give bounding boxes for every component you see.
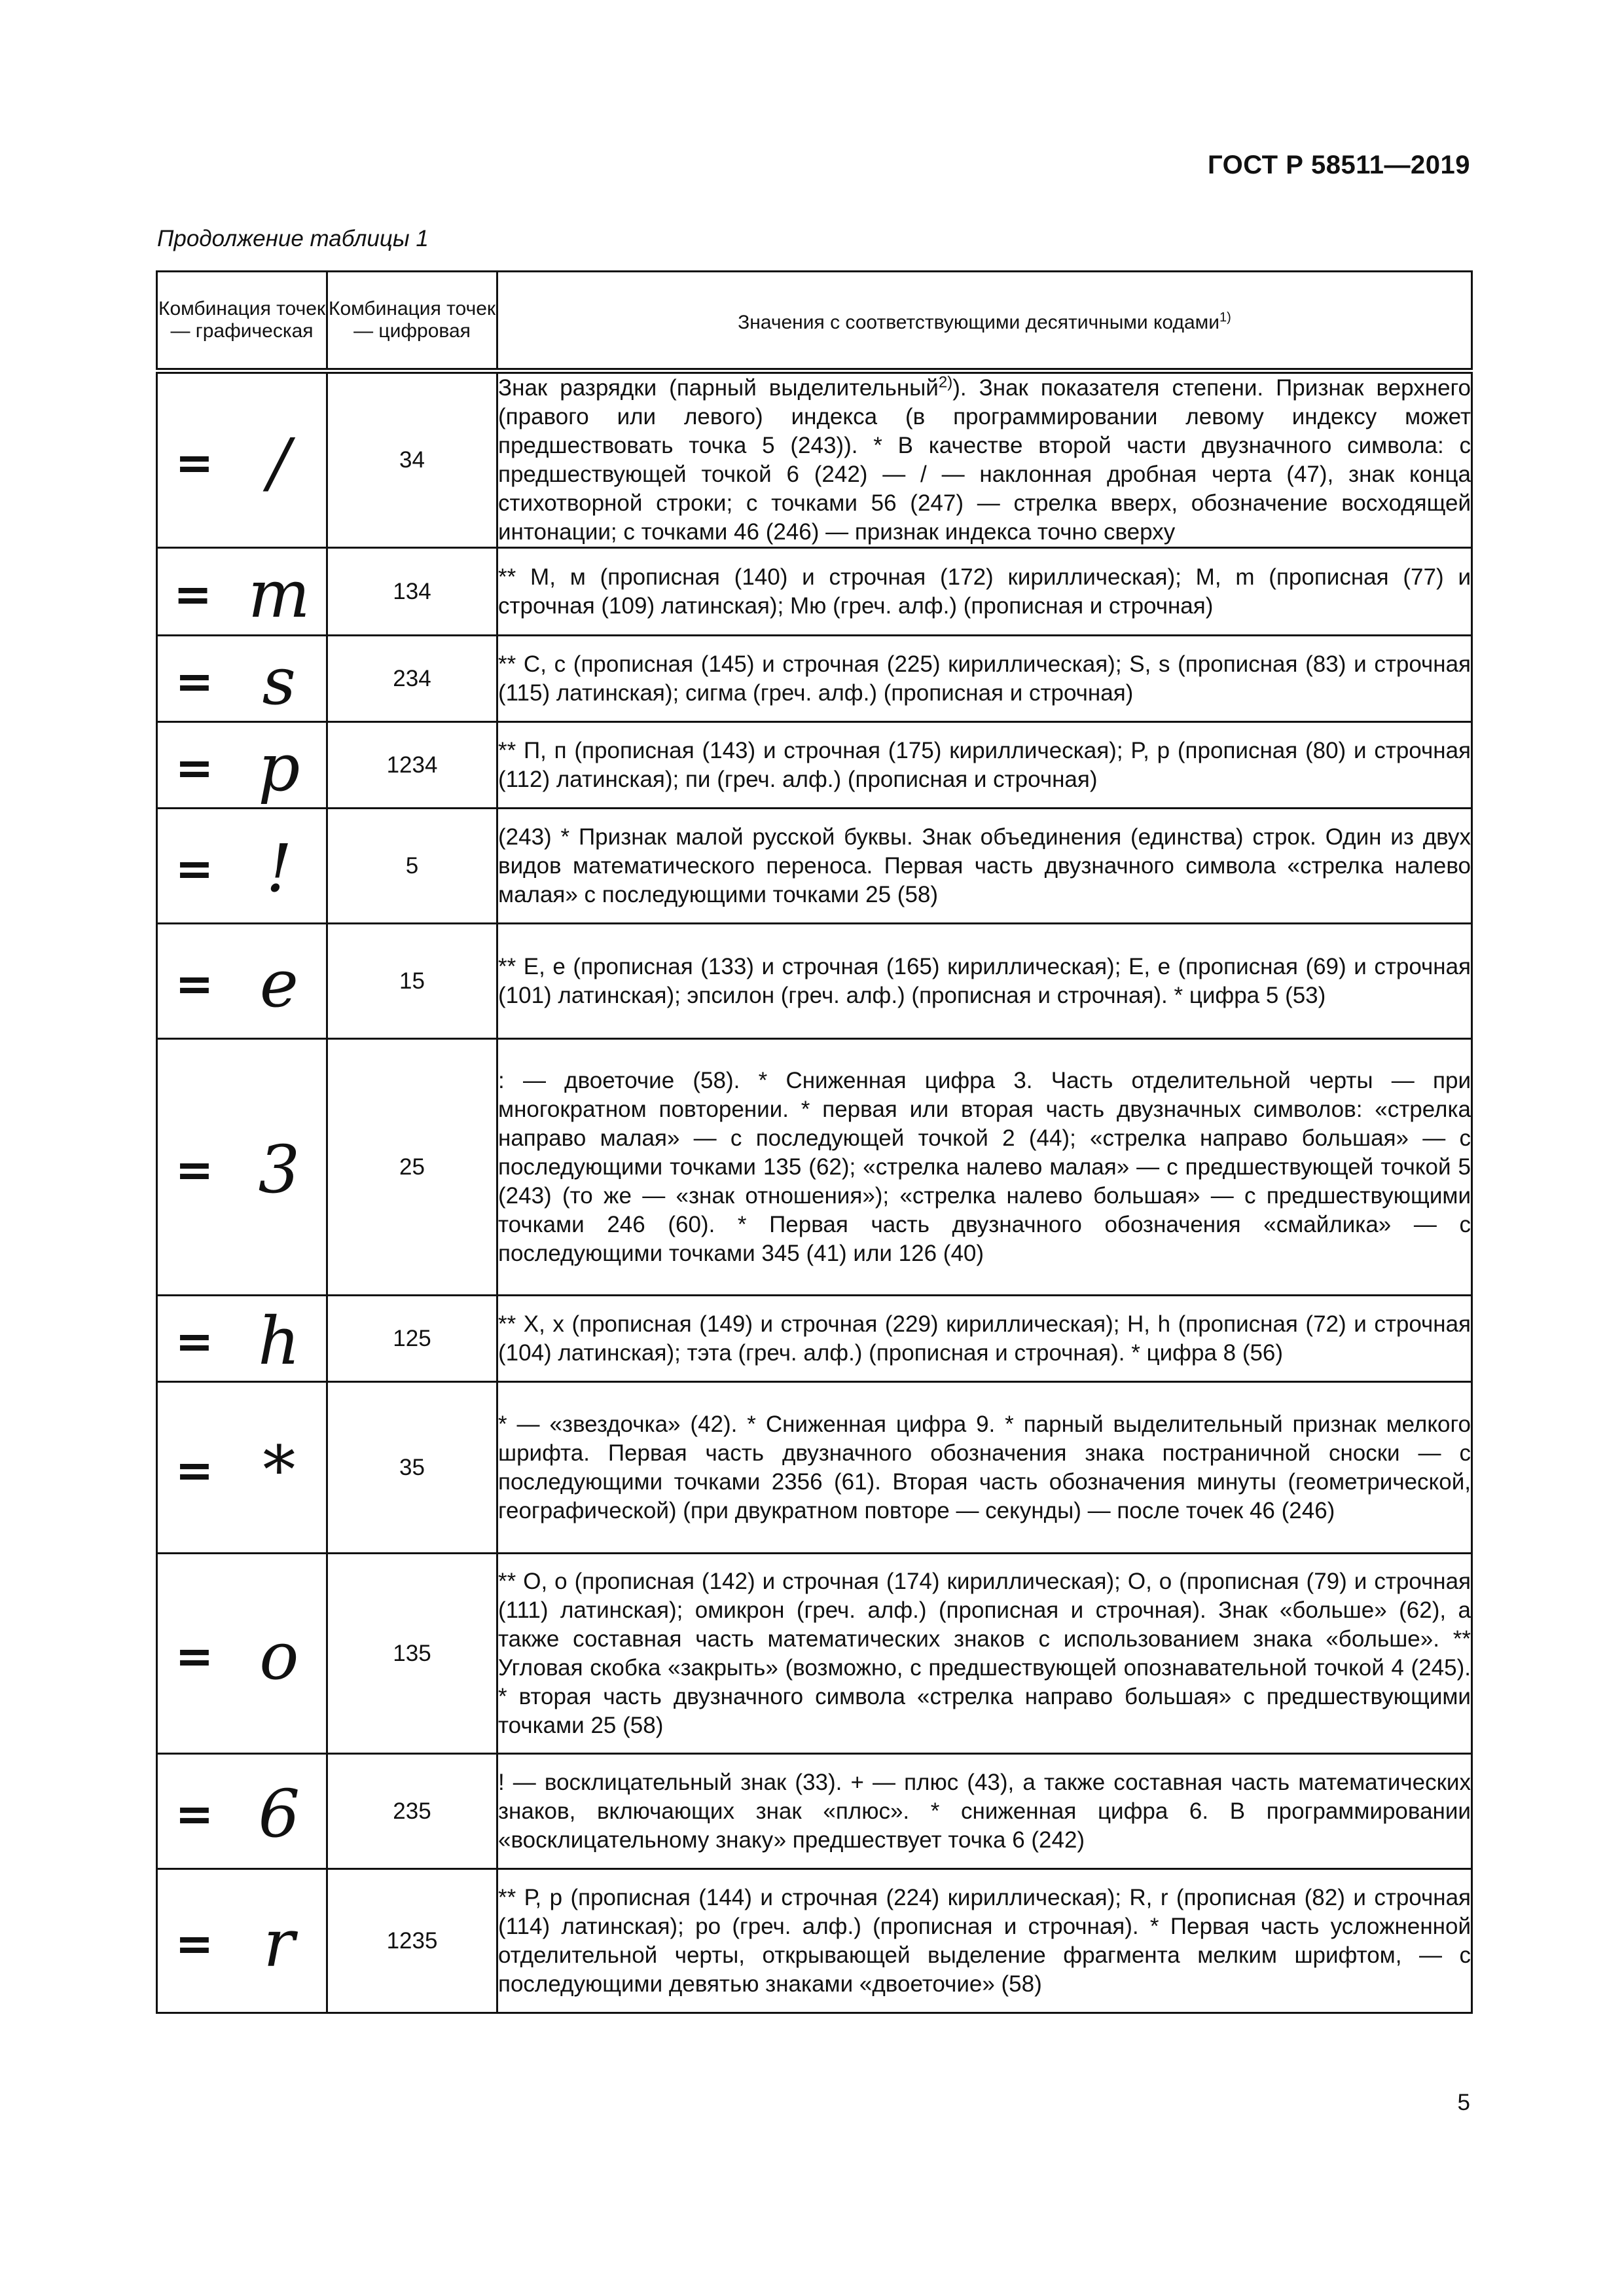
column-header-graphic: Комбинация точек — графическая	[157, 272, 327, 371]
table-header-row	[157, 272, 1472, 371]
table-row	[157, 722, 1472, 809]
table-row	[157, 1754, 1472, 1869]
handwritten-glyph: *	[262, 1431, 296, 1508]
meaning-cell	[497, 371, 1472, 548]
braille-table	[156, 270, 1473, 2014]
digital-combination: 35	[327, 1382, 497, 1554]
equals-glyph: =	[175, 654, 214, 708]
graphic-combination	[157, 1382, 327, 1554]
handwritten-glyph: 6	[258, 1775, 300, 1852]
table-row	[157, 636, 1472, 722]
graphic-combination	[157, 1869, 327, 2013]
table-row	[157, 1554, 1472, 1754]
equals-glyph: =	[175, 436, 214, 490]
handwritten-glyph: p	[258, 729, 300, 806]
handwritten-glyph: s	[262, 642, 296, 720]
table-row	[157, 924, 1472, 1039]
graphic-combination	[157, 924, 327, 1039]
equals-glyph: =	[175, 740, 214, 795]
digital-combination: 25	[327, 1039, 497, 1296]
meaning-cell: * — «звездочка» (42). * Сниженная цифра 9. * парный выделительный признак мелкого шрифта. Первая часть двузначного обозначения знака постраничной сноски — с последующими точками 2356 (61). Вторая часть обозначения минуты (геометрической, географической) (при двукратном повторе — секунды) — после точек 46 (246)	[497, 1382, 1472, 1554]
equals-glyph: =	[175, 1787, 214, 1841]
footnote-marker: 1)	[1219, 310, 1231, 325]
handwritten-glyph: 3	[258, 1131, 300, 1208]
graphic-combination	[157, 636, 327, 722]
digital-combination: 1235	[327, 1869, 497, 2013]
graphic-combination	[157, 722, 327, 809]
table-row	[157, 1869, 1472, 2013]
table-row	[157, 548, 1472, 636]
equals-glyph: =	[175, 1443, 214, 1497]
page-number: 5	[1457, 2090, 1470, 2115]
digital-combination: 1234	[327, 722, 497, 809]
digital-combination: 15	[327, 924, 497, 1039]
digital-combination: 234	[327, 636, 497, 722]
meaning-cell: ! — восклицательный знак (33). + — плюс (43), а также составная часть математических знаков, включающих знак «плюс». * сниженная цифра 6. В программировании «восклицательному знаку» предшествует точка 6 (242)	[497, 1754, 1472, 1869]
graphic-combination	[157, 1296, 327, 1382]
document-code: ГОСТ Р 58511—2019	[1208, 151, 1470, 179]
digital-combination: 235	[327, 1754, 497, 1869]
handwritten-glyph: r	[263, 1904, 295, 1982]
handwritten-glyph: m	[247, 555, 310, 632]
equals-glyph: =	[175, 841, 214, 896]
graphic-combination	[157, 1754, 327, 1869]
footnote-marker: 2)	[938, 373, 953, 392]
graphic-combination	[157, 1039, 327, 1296]
equals-glyph: =	[173, 567, 212, 621]
column-header-digital: Комбинация точек — цифровая	[327, 272, 497, 371]
meaning-cell: ** П, п (прописная (143) и строчная (175) кириллическая); P, p (прописная (80) и строчная (112) латинская); пи (греч. алф.) (прописная и строчная)	[497, 722, 1472, 809]
handwritten-glyph: /	[268, 424, 291, 501]
table-row	[157, 1039, 1472, 1296]
table-row	[157, 1296, 1472, 1382]
equals-glyph: =	[175, 1142, 214, 1197]
meaning-cell: ** Х, х (прописная (149) и строчная (229) кириллическая); H, h (прописная (72) и строчная (104) латинская); тэта (греч. алф.) (прописная и строчная). * цифра 8 (56)	[497, 1296, 1472, 1382]
meaning-cell: : — двоеточие (58). * Сниженная цифра 3. Часть отделительной черты — при многократном повторении. * первая или вторая часть двузначных символов: «стрелка направо малая» — с последующей точкой 2 (44); «стрелка направо большая» — с последующими точками 135 (62); «стрелка налево малая» — с предшествующей точкой 5 (243) (то же — «знак отношения»); «стрелка налево большая» — с предшествующими точками 246 (60). * Первая часть двузначного обозначения «смайлика» — с последующими точками 345 (41) или 126 (40)	[497, 1039, 1472, 1296]
meaning-cell: (243) * Признак малой русской буквы. Знак объединения (единства) строк. Один из двух видов математического переноса. Первая часть двузначного символа «стрелка налево малая» с последующими точками 25 (58)	[497, 809, 1472, 924]
equals-glyph: =	[175, 1314, 214, 1368]
digital-combination: 135	[327, 1554, 497, 1754]
handwritten-glyph: e	[259, 945, 298, 1022]
graphic-combination	[157, 371, 327, 548]
handwritten-glyph: h	[258, 1302, 300, 1379]
meaning-cell: ** Е, е (прописная (133) и строчная (165) кириллическая); E, e (прописная (69) и строчная (101) латинская); эпсилон (греч. алф.) (прописная и строчная). * цифра 5 (53)	[497, 924, 1472, 1039]
column-header-meanings-text: Значения с соответствующими десятичными кодами	[738, 312, 1220, 333]
meaning-text: ). Знак показателя степени. Признак верхнего (правого или левого) индекса (в программировании левому индексу может предшествовать точка 5 (243)). * В качестве второй части двузначного символа: с предшествующей точкой 6 (242) — / — наклонная дробная черта (47), знак конца стихотворной строки; с точками 56 (247) — стрелка вверх, обозначение восходящей интонации; с точками 46 (246) — признак индекса точно сверху	[498, 375, 1471, 545]
digital-combination: 125	[327, 1296, 497, 1382]
meaning-cell: ** О, о (прописная (142) и строчная (174) кириллическая); O, o (прописная (79) и строчная (111) латинская); омикрон (греч. алф.) (прописная и строчная). Знак «больше» (62), а также составная часть математических знаков с использованием знака «больше». ** Угловая скобка «закрыть» (возможно, с предшествующей опознавательной точкой 4 (245). * вторая часть двузначного символа «стрелка направо большая» с предшествующими точками 25 (58)	[497, 1554, 1472, 1754]
handwritten-glyph: o	[259, 1617, 299, 1694]
graphic-combination	[157, 1554, 327, 1754]
table-row	[157, 371, 1472, 548]
digital-combination: 134	[327, 548, 497, 636]
meaning-text-start: Знак разрядки (парный выделительный	[498, 375, 939, 401]
table-row	[157, 1382, 1472, 1554]
meaning-cell: ** Р, р (прописная (144) и строчная (224) кириллическая); R, r (прописная (82) и строчная (114) латинская); ро (греч. алф.) (прописная и строчная). * Первая часть усложненной отделительной черты, открывающей выделение фрагмента мелким шрифтом, — с последующими девятью знаками «двоеточие» (58)	[497, 1869, 1472, 2013]
handwritten-glyph: !	[266, 829, 293, 907]
equals-glyph: =	[175, 957, 214, 1011]
table-row	[157, 809, 1472, 924]
graphic-combination	[157, 809, 327, 924]
meaning-cell: ** М, м (прописная (140) и строчная (172) кириллическая); M, m (прописная (77) и строчная (109) латинская); Мю (греч. алф.) (прописная и строчная)	[497, 548, 1472, 636]
digital-combination: 5	[327, 809, 497, 924]
digital-combination: 34	[327, 371, 497, 548]
graphic-combination	[157, 548, 327, 636]
equals-glyph: =	[175, 1916, 214, 1971]
table-caption: Продолжение таблицы 1	[157, 226, 429, 251]
column-header-meanings	[497, 272, 1472, 371]
meaning-cell: ** С, с (прописная (145) и строчная (225) кириллическая); S, s (прописная (83) и строчная (115) латинская); сигма (греч. алф.) (прописная и строчная)	[497, 636, 1472, 722]
equals-glyph: =	[175, 1629, 214, 1683]
